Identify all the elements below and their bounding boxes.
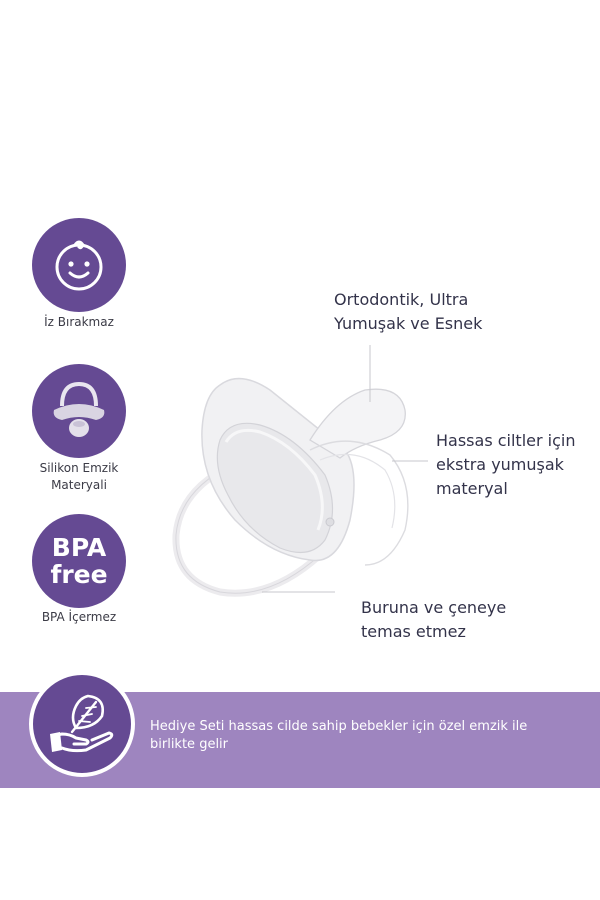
skin-line-1: Hassas ciltler için: [436, 431, 576, 450]
skin-callout: [436, 429, 575, 501]
skin-line-3: materyal: [436, 479, 508, 498]
no-marks-caption: İz Bırakmaz: [44, 315, 114, 329]
bpa-free-caption: BPA İçermez: [41, 610, 117, 624]
orthodontic-line-1: Ortodontik, Ultra: [334, 290, 469, 309]
skin-line-2: ekstra yumuşak: [436, 455, 564, 474]
feather-hand-icon: [46, 688, 118, 760]
nose-callout: [361, 596, 506, 644]
orthodontic-callout: [334, 288, 482, 336]
sensitive-skin-badge: [29, 671, 135, 777]
free-label: free: [50, 560, 108, 589]
orthodontic-line-2: Yumuşak ve Esnek: [334, 314, 483, 333]
nose-line-2: temas etmez: [361, 622, 466, 641]
bpa-label: BPA: [51, 533, 107, 562]
nose-line-1: Buruna ve çeneye: [361, 598, 507, 617]
gift-set-text: Hediye Seti hassas cilde sahip bebekler için özel emzik ile birlikte gelir: [150, 719, 528, 752]
silicone-caption-line-1: Silikon Emzik: [39, 461, 119, 475]
silicone-caption-line-2: Materyali: [51, 478, 107, 492]
